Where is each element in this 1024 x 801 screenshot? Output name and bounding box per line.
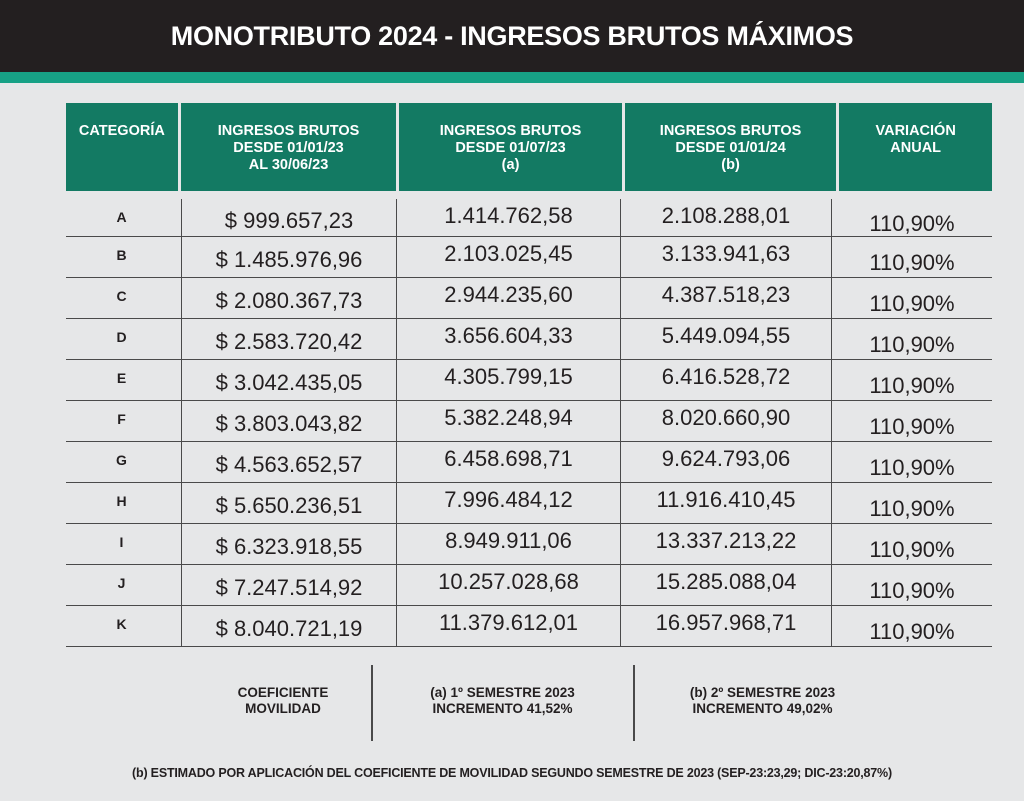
cell-variacion: 110,90% bbox=[869, 578, 955, 603]
coef-b-line: (b) 2º SEMESTRE 2023 bbox=[689, 685, 836, 700]
cell-ingresos-2024: 4.387.518,23 bbox=[620, 278, 832, 318]
income-table bbox=[66, 103, 992, 647]
page-title: MONOTRIBUTO 2024 - INGRESOS BRUTOS MÁXIMOS bbox=[170, 20, 854, 51]
header-line: DESDE 01/01/23 bbox=[233, 139, 344, 156]
cell-variacion: 110,90% bbox=[869, 537, 955, 562]
table-row bbox=[66, 199, 992, 237]
cell-ingresos-2023-1: $ 3.803.043,82 bbox=[181, 401, 397, 441]
cell-ingresos-2023-1: $ 999.657,23 bbox=[181, 199, 397, 236]
table-body bbox=[66, 199, 992, 647]
cell-ingresos-2023-2: 2.944.235,60 bbox=[444, 282, 573, 307]
cell-ingresos-2023-1: $ 3.042.435,05 bbox=[181, 360, 397, 400]
cell-ingresos-2024: 11.916.410,45 bbox=[620, 483, 832, 523]
cell-ingresos-2023-2: 7.996.484,12 bbox=[444, 487, 573, 512]
header-line: (b) bbox=[721, 156, 740, 173]
cell-ingresos-2023-1: $ 1.485.976,96 bbox=[181, 237, 397, 277]
table-row bbox=[66, 606, 992, 647]
table-row bbox=[66, 319, 992, 360]
cell-variacion: 110,90% bbox=[869, 455, 955, 480]
cell-ingresos-2024: 9.624.793,06 bbox=[620, 442, 832, 482]
cell-ingresos-2024: 3.133.941,63 bbox=[620, 237, 832, 277]
cell-categoria: I bbox=[119, 534, 124, 550]
cell-variacion: 110,90% bbox=[869, 619, 955, 644]
header-line: AL 30/06/23 bbox=[248, 156, 329, 173]
coef-b-line: INCREMENTO 49,02% bbox=[692, 701, 833, 716]
header-ingresos-2024 bbox=[625, 103, 837, 191]
header-line: ANUAL bbox=[890, 140, 942, 156]
header-variacion bbox=[839, 103, 992, 191]
header-categoria bbox=[66, 103, 178, 191]
table-header-row bbox=[66, 103, 992, 191]
table-row bbox=[66, 360, 992, 401]
cell-variacion: 110,90% bbox=[869, 496, 955, 521]
table-row bbox=[66, 237, 992, 278]
cell-variacion: 110,90% bbox=[869, 373, 955, 398]
header-bar bbox=[0, 0, 1024, 72]
footnote: (b) ESTIMADO POR APLICACIÓN DEL COEFICIENTE DE MOVILIDAD SEGUNDO SEMESTRE DE 2023 (SEP-23:23,29; DIC-23:20,87%) bbox=[132, 766, 892, 780]
cell-categoria: D bbox=[116, 329, 127, 345]
cell-ingresos-2023-2: 10.257.028,68 bbox=[438, 569, 579, 594]
header-line: DESDE 01/07/23 bbox=[455, 139, 566, 156]
coefficient-a bbox=[395, 685, 610, 717]
cell-ingresos-2023-2: 2.103.025,45 bbox=[444, 241, 573, 266]
cell-ingresos-2023-2: 6.458.698,71 bbox=[444, 446, 573, 471]
cell-variacion: 110,90% bbox=[869, 250, 955, 275]
cell-variacion: 110,90% bbox=[869, 291, 955, 316]
cell-categoria: F bbox=[117, 411, 126, 427]
cell-ingresos-2023-2: 11.379.612,01 bbox=[438, 610, 579, 635]
cell-ingresos-2024: 5.449.094,55 bbox=[620, 319, 832, 359]
cell-categoria: J bbox=[117, 575, 126, 591]
table-row bbox=[66, 524, 992, 565]
cell-ingresos-2023-1: $ 5.650.236,51 bbox=[181, 483, 397, 523]
cell-ingresos-2024: 8.020.660,90 bbox=[620, 401, 832, 441]
table-row bbox=[66, 565, 992, 606]
header-ingresos-2023-1 bbox=[181, 103, 397, 191]
cell-categoria: H bbox=[116, 493, 127, 509]
table-row bbox=[66, 278, 992, 319]
coefficient-label bbox=[208, 685, 358, 717]
table-row bbox=[66, 483, 992, 524]
header-line: INGRESOS BRUTOS bbox=[439, 122, 582, 139]
accent-bar bbox=[0, 72, 1024, 83]
cell-ingresos-2023-1: $ 7.247.514,92 bbox=[181, 565, 397, 605]
cell-variacion: 110,90% bbox=[869, 210, 955, 236]
cell-categoria: E bbox=[116, 370, 127, 386]
cell-ingresos-2024: 6.416.528,72 bbox=[620, 360, 832, 400]
header-line: CATEGORÍA bbox=[78, 123, 165, 139]
cell-variacion: 110,90% bbox=[869, 332, 955, 357]
cell-categoria: K bbox=[116, 616, 127, 632]
coef-a-line: (a) 1º SEMESTRE 2023 bbox=[430, 685, 575, 700]
cell-ingresos-2023-1: $ 2.080.367,73 bbox=[181, 278, 397, 318]
cell-ingresos-2023-2: 5.382.248,94 bbox=[444, 405, 573, 430]
header-line: (a) bbox=[501, 156, 520, 173]
divider bbox=[633, 665, 635, 741]
cell-ingresos-2023-2: 8.949.911,06 bbox=[445, 528, 572, 553]
table-row bbox=[66, 442, 992, 483]
header-line: DESDE 01/01/24 bbox=[675, 139, 786, 156]
header-line: INGRESOS BRUTOS bbox=[659, 122, 802, 139]
coef-label-line: MOVILIDAD bbox=[245, 701, 321, 716]
cell-ingresos-2023-1: $ 2.583.720,42 bbox=[181, 319, 397, 359]
cell-ingresos-2023-1: $ 4.563.652,57 bbox=[181, 442, 397, 482]
header-line: VARIACIÓN bbox=[875, 123, 956, 139]
coef-a-line: INCREMENTO 41,52% bbox=[432, 701, 573, 716]
cell-variacion: 110,90% bbox=[869, 414, 955, 439]
cell-ingresos-2023-2: 3.656.604,33 bbox=[444, 323, 573, 348]
cell-categoria: A bbox=[116, 209, 127, 225]
cell-categoria: B bbox=[116, 247, 127, 263]
coef-label-line: COEFICIENTE bbox=[237, 685, 329, 700]
cell-ingresos-2024: 15.285.088,04 bbox=[620, 565, 832, 605]
coefficient-b bbox=[655, 685, 870, 717]
cell-ingresos-2023-2: 1.414.762,58 bbox=[444, 203, 573, 228]
cell-categoria: C bbox=[116, 288, 127, 304]
cell-categoria: G bbox=[116, 452, 127, 468]
cell-ingresos-2024: 16.957.968,71 bbox=[620, 606, 832, 646]
header-ingresos-2023-2 bbox=[399, 103, 622, 191]
cell-ingresos-2024: 2.108.288,01 bbox=[620, 199, 832, 236]
cell-ingresos-2023-1: $ 8.040.721,19 bbox=[181, 606, 397, 646]
coefficient-section bbox=[0, 665, 1024, 745]
cell-ingresos-2024: 13.337.213,22 bbox=[620, 524, 832, 564]
table-row bbox=[66, 401, 992, 442]
header-line: INGRESOS BRUTOS bbox=[217, 122, 360, 139]
cell-ingresos-2023-2: 4.305.799,15 bbox=[444, 364, 573, 389]
divider bbox=[371, 665, 373, 741]
cell-ingresos-2023-1: $ 6.323.918,55 bbox=[181, 524, 397, 564]
